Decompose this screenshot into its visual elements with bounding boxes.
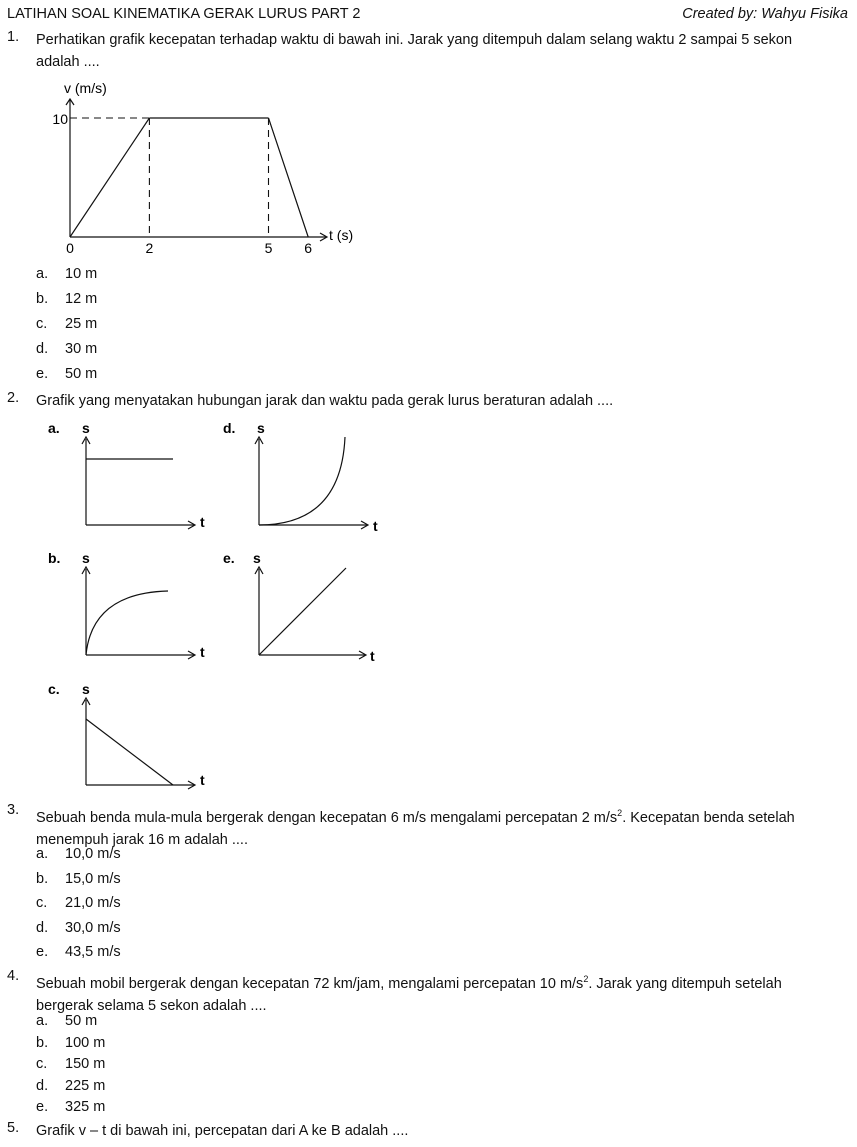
q3-option-1-value: 10,0 m/s: [65, 846, 121, 862]
graph-e-y-label: s: [253, 550, 261, 566]
question-2-number: 2.: [7, 390, 20, 406]
q3-option-2-value: 15,0 m/s: [65, 870, 121, 887]
chart-x-label: t (s): [329, 227, 354, 243]
q1-option-5-value: 50 m: [65, 366, 98, 382]
x-tick-label: 5: [264, 240, 273, 256]
q4-option-3-value: 150 m: [65, 1056, 106, 1072]
question-4-superscript: 2: [583, 974, 589, 984]
velocity-segment: [70, 118, 149, 237]
velocity-time-chart: [0, 0, 400, 270]
question-1-number: 1.: [7, 29, 20, 45]
question-4-number: 4.: [7, 968, 20, 984]
graph-a-label: a.: [48, 420, 60, 436]
graph-option-b: [40, 545, 210, 665]
graph-b-x-label: t: [200, 644, 205, 660]
graph-d-x-label: t: [373, 518, 378, 534]
q1-option-5-label: e.: [36, 366, 49, 382]
q1-option-3-label: c.: [36, 316, 48, 332]
q1-option-1-label: a.: [36, 266, 49, 282]
question-5-text: Grafik v – t di bawah ini, percepatan dari A ke B adalah ....: [36, 1123, 409, 1139]
question-3-superscript: 2: [617, 808, 623, 818]
q4-option-5-value: 325 m: [65, 1099, 106, 1115]
graph-option-e: [215, 545, 395, 670]
q3-option-3-label: c.: [36, 895, 48, 911]
q3-option-3-value: 21,0 m/s: [65, 895, 121, 911]
q1-option-4-label: d.: [36, 341, 49, 357]
q4-option-1-label: a.: [36, 1013, 49, 1029]
q4-option-3-label: c.: [36, 1056, 48, 1072]
q3-option-5-label: e.: [36, 944, 49, 960]
graph-b-curve: [86, 591, 168, 655]
graph-b-label: b.: [48, 550, 61, 566]
q1-option-2-value: 12 m: [65, 291, 98, 307]
q1-option-2-label: b.: [36, 291, 49, 307]
q4-option-4-label: d.: [36, 1077, 49, 1094]
graph-d-label: d.: [223, 420, 236, 436]
graph-option-d: [215, 415, 395, 540]
graph-e-x-label: t: [370, 648, 375, 664]
graph-d-curve: [259, 437, 345, 525]
graph-e-curve: [259, 568, 346, 655]
question-4-text: Sebuah mobil bergerak dengan kecepatan 72 km/jam, mengalami percepatan 10 $m/s^2$. Jarak yang ditempuh setelah bergerak selama 5 sekon adalah ....: [36, 974, 782, 1014]
q3-option-1-label: a.: [36, 846, 49, 862]
q4-option-1-value: 50 m: [65, 1013, 98, 1029]
q3-option-5-value: 43,5 m/s: [65, 944, 121, 960]
x-tick-label: 2: [145, 240, 154, 256]
graph-option-a: [40, 415, 210, 535]
chart-y-label: v (m/s): [64, 80, 107, 96]
q1-option-3-value: 25 m: [65, 316, 98, 332]
y-tick-label: 10: [52, 111, 68, 127]
velocity-segment: [269, 118, 309, 237]
question-3-text: Sebuah benda mula-mula bergerak dengan kecepatan 6 m/s mengalami percepatan 2 $m/s^2$. Kecepatan benda setelah menempuh jarak 16 m adalah ....: [36, 808, 795, 848]
graph-c-label: c.: [48, 681, 60, 697]
question-3-number: 3.: [7, 802, 20, 818]
x-tick-label: 0: [66, 240, 74, 256]
question-1-text: Perhatikan grafik kecepatan terhadap waktu di bawah ini. Jarak yang ditempuh dalam selang waktu 2 sampai 5 sekon adalah ....: [36, 32, 793, 70]
graph-a-x-label: t: [200, 514, 205, 530]
graph-b-y-label: s: [82, 550, 90, 566]
q4-option-4-value: 225 m: [65, 1077, 106, 1094]
graph-a-y-label: s: [82, 420, 90, 436]
question-5-number: 5.: [7, 1120, 20, 1136]
author-credit: Created by: Wahyu Fisika: [682, 6, 848, 22]
graph-c-x-label: t: [200, 772, 205, 788]
q4-option-2-value: 100 m: [65, 1034, 106, 1051]
q3-option-2-label: b.: [36, 870, 49, 887]
q4-option-2-label: b.: [36, 1034, 49, 1051]
q1-option-4-value: 30 m: [65, 341, 98, 357]
graph-c-curve: [86, 719, 173, 785]
q3-option-4-value: 30,0 m/s: [65, 919, 121, 936]
question-2-text: Grafik yang menyatakan hubungan jarak dan waktu pada gerak lurus beraturan adalah ....: [36, 393, 614, 409]
q1-option-1-value: 10 m: [65, 266, 98, 282]
q4-option-5-label: e.: [36, 1099, 49, 1115]
graph-d-y-label: s: [257, 420, 265, 436]
x-tick-label: 6: [304, 240, 313, 256]
worksheet-title: LATIHAN SOAL KINEMATIKA GERAK LURUS PART 2: [7, 6, 361, 22]
graph-option-c: [40, 678, 210, 793]
graph-e-label: e.: [223, 550, 235, 566]
q3-option-4-label: d.: [36, 919, 49, 936]
graph-c-y-label: s: [82, 681, 90, 697]
